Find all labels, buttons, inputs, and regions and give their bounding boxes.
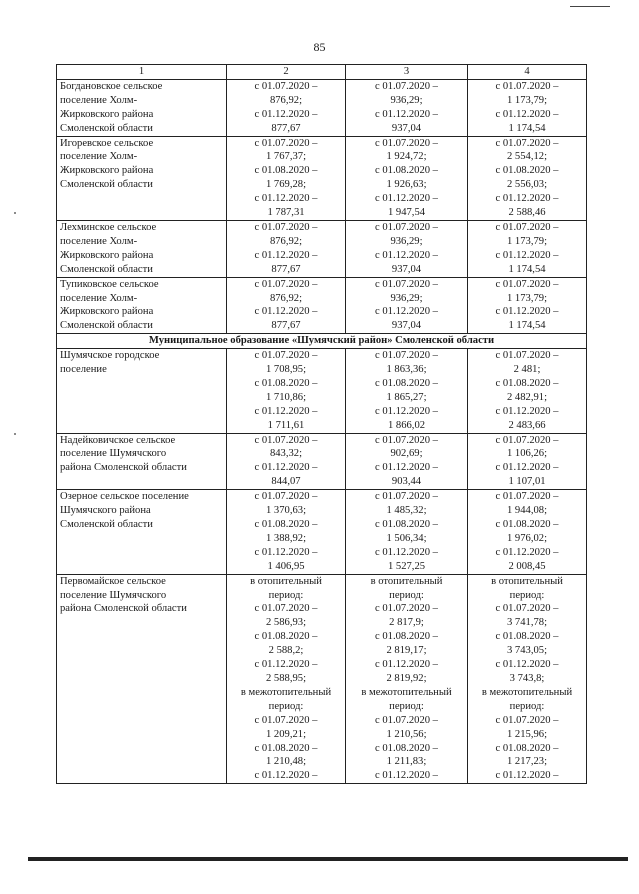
cell-line: 1 217,23; (506, 756, 548, 768)
tariff-cell-col2 (227, 490, 346, 574)
cell-line: 1 926,63; (386, 179, 427, 191)
cell-line: 2 588,46 (508, 207, 546, 219)
cell-line: 1 388,92; (265, 532, 307, 544)
tariff-cell-col3 (346, 349, 468, 433)
cell-line: 2 588,95; (265, 672, 307, 684)
cell-line: поселение (60, 364, 107, 376)
cell-line: Надейковичское сельское (60, 434, 176, 446)
cell-line: с 01.07.2020 – (375, 350, 438, 362)
section-row (57, 334, 587, 349)
cell-line: с 01.07.2020 – (495, 434, 559, 446)
cell-line: 844,07 (271, 476, 301, 488)
cell-line: 2 588,2; (268, 645, 304, 657)
cell-line: с 01.12.2020 – (495, 405, 559, 417)
cell-line: 903,44 (391, 476, 422, 488)
cell-line: 902,69; (390, 448, 423, 460)
cell-line: 1 370,63; (265, 505, 307, 517)
settlement-name-cell (57, 277, 227, 334)
tariff-cell-col4 (468, 433, 587, 490)
cell-line: 1 976,02; (506, 532, 548, 544)
cell-line: поселение Холм- (60, 151, 138, 163)
cell-line: Смоленской области (60, 122, 153, 134)
cell-line: 2 819,17; (386, 645, 427, 657)
cell-line: в межотопительный (361, 686, 452, 698)
cell-line: 1 769,28; (265, 179, 307, 191)
header-row (57, 65, 587, 80)
top-edge-line (570, 6, 610, 7)
table-row (57, 220, 587, 277)
cell-line: 2 554,12; (506, 151, 548, 163)
tariff-cell-col2 (227, 349, 346, 433)
cell-line: с 01.07.2020 – (495, 491, 559, 503)
cell-line: с 01.07.2020 – (254, 137, 318, 149)
cell-line: с 01.08.2020 – (375, 742, 438, 754)
cell-line: с 01.08.2020 – (254, 631, 318, 643)
cell-line: 1 787,31 (267, 207, 305, 219)
cell-line: 1 215,96; (506, 728, 548, 740)
cell-line: 877,67 (271, 122, 301, 134)
cell-line: с 01.07.2020 – (375, 603, 438, 615)
cell-line: с 01.12.2020 – (375, 405, 438, 417)
cell-line: 3 743,8; (509, 672, 545, 684)
cell-line: 1 173,79; (506, 292, 548, 304)
tariff-cell-col3 (346, 490, 468, 574)
bottom-border-bar (28, 857, 628, 861)
settlement-name-cell (57, 349, 227, 433)
cell-line: 1 711,61 (267, 419, 305, 431)
cell-line: 1 947,54 (387, 207, 426, 219)
cell-line: района Смоленской области (60, 603, 187, 615)
settlement-name-cell (57, 79, 227, 136)
cell-line: поселение Шумячского (60, 448, 167, 460)
table-row (57, 277, 587, 334)
tariff-cell-col3 (346, 277, 468, 334)
cell-line: 2 556,03; (506, 179, 548, 191)
cell-line: с 01.12.2020 – (375, 306, 438, 318)
tariff-cell-col2 (227, 574, 346, 784)
cell-line: 877,67 (271, 263, 301, 275)
cell-line: с 01.08.2020 – (495, 377, 559, 389)
cell-line: 876,92; (269, 235, 303, 247)
cell-line: Лехминское сельское (60, 221, 157, 233)
cell-line: 1 710,86; (265, 391, 307, 403)
cell-line: с 01.07.2020 – (375, 278, 438, 290)
cell-line: с 01.07.2020 – (495, 350, 559, 362)
cell-line: 2 481; (513, 364, 541, 376)
tariff-cell-col4 (468, 574, 587, 784)
cell-line: с 01.07.2020 – (375, 714, 438, 726)
cell-line: с 01.08.2020 – (375, 631, 438, 643)
cell-line: 1 174,54 (508, 320, 546, 332)
cell-line: с 01.12.2020 – (375, 462, 438, 474)
cell-line: период: (509, 589, 545, 601)
cell-line: в межотопительный (240, 686, 332, 698)
cell-line: 1 210,48; (265, 756, 307, 768)
cell-line: 3 741,78; (506, 617, 548, 629)
cell-line: 1 406,95 (267, 560, 305, 572)
cell-line: 1 173,79; (506, 235, 548, 247)
cell-line: с 01.07.2020 – (495, 603, 559, 615)
cell-line: 1 485,32; (386, 505, 427, 517)
cell-line: 1 106,26; (506, 448, 548, 460)
cell-line: с 01.07.2020 – (375, 491, 438, 503)
column-header-4: 4 (468, 65, 587, 80)
cell-line: 843,32; (269, 448, 303, 460)
cell-line: с 01.07.2020 – (375, 434, 438, 446)
cell-line: с 01.12.2020 – (254, 405, 318, 417)
cell-line: 2 483,66 (508, 419, 546, 431)
cell-line: с 01.07.2020 – (495, 278, 559, 290)
settlement-name-cell (57, 136, 227, 220)
cell-line: Жирковского района (60, 108, 154, 120)
settlement-name-cell (57, 490, 227, 574)
cell-line: 936,29; (390, 292, 423, 304)
cell-line: Смоленской области (60, 519, 153, 530)
cell-line: с 01.08.2020 – (495, 519, 559, 530)
cell-line: поселение Шумячского (60, 589, 167, 601)
cell-line: 2 482,91; (506, 391, 548, 403)
cell-line: с 01.08.2020 – (254, 165, 318, 177)
cell-line: 1 767,37; (265, 151, 307, 163)
scan-speck (14, 433, 16, 435)
column-header-1: 1 (57, 65, 227, 80)
cell-line: период: (509, 700, 545, 712)
cell-line: 1 866,02 (387, 419, 426, 431)
tariff-cell-col4 (468, 349, 587, 433)
tariff-cell-col3 (346, 574, 468, 784)
cell-line: Богдановское сельское (60, 80, 163, 92)
cell-line: с 01.08.2020 – (254, 377, 318, 389)
cell-line: с 01.12.2020 – (375, 546, 438, 558)
cell-line: 2 817,9; (389, 617, 424, 629)
tariff-cell-col4 (468, 277, 587, 334)
cell-line: с 01.12.2020 – (254, 306, 318, 318)
cell-line: 937,04 (391, 320, 422, 332)
table-row (57, 79, 587, 136)
cell-line: 936,29; (390, 94, 423, 106)
cell-line: в отопительный (491, 575, 563, 587)
cell-line: поселение Холм- (60, 292, 138, 304)
cell-line: поселение Холм- (60, 235, 138, 247)
cell-line: с 01.07.2020 – (254, 434, 318, 446)
cell-line: 1 211,83; (386, 756, 427, 768)
table-row (57, 349, 587, 433)
cell-line: с 01.08.2020 – (254, 519, 318, 530)
cell-line: с 01.07.2020 – (254, 714, 318, 726)
cell-line: 1 924,72; (386, 151, 427, 163)
cell-line: Жирковского района (60, 306, 154, 318)
cell-line: с 01.12.2020 – (375, 770, 438, 782)
cell-line: с 01.07.2020 – (254, 603, 318, 615)
cell-line: 1 506,34; (386, 532, 427, 544)
cell-line: с 01.07.2020 – (375, 80, 438, 92)
cell-line: 876,92; (269, 94, 303, 106)
cell-line: с 01.07.2020 – (254, 350, 318, 362)
cell-line: с 01.12.2020 – (254, 193, 318, 205)
cell-line: 877,67 (271, 320, 301, 332)
cell-line: 876,92; (269, 292, 303, 304)
cell-line: 1 174,54 (508, 263, 546, 275)
cell-line: с 01.12.2020 – (495, 770, 559, 782)
cell-line: с 01.08.2020 – (375, 377, 438, 389)
table-row (57, 136, 587, 220)
cell-line: с 01.12.2020 – (254, 462, 318, 474)
cell-line: 937,04 (391, 122, 422, 134)
cell-line: с 01.08.2020 – (495, 742, 559, 754)
scan-speck (14, 212, 16, 214)
cell-line: Смоленской области (60, 320, 153, 332)
cell-line: с 01.12.2020 – (375, 108, 438, 120)
cell-line: с 01.12.2020 – (375, 249, 438, 261)
tariff-cell-col4 (468, 490, 587, 574)
cell-line: 1 174,54 (508, 122, 546, 134)
tariff-cell-col3 (346, 79, 468, 136)
cell-line: Смоленской области (60, 179, 153, 191)
tariff-cell-col4 (468, 136, 587, 220)
tariff-cell-col2 (227, 220, 346, 277)
cell-line: 2 008,45 (508, 560, 546, 572)
cell-line: с 01.07.2020 – (254, 80, 318, 92)
cell-line: с 01.07.2020 – (375, 221, 438, 233)
cell-line: в отопительный (250, 575, 322, 587)
cell-line: с 01.07.2020 – (254, 221, 318, 233)
page-number: 85 (313, 40, 326, 54)
cell-line: 1 863,36; (386, 364, 427, 376)
cell-line: с 01.08.2020 – (495, 631, 559, 643)
cell-line: Жирковского района (60, 165, 154, 177)
section-title: Муниципальное образование «Шумячский район» Смоленской области (57, 334, 587, 349)
settlement-name-cell (57, 574, 227, 784)
cell-line: 1 173,79; (506, 94, 548, 106)
tariff-table (56, 64, 587, 784)
cell-line: период: (268, 700, 304, 712)
cell-line: с 01.12.2020 – (254, 770, 318, 782)
cell-line: района Смоленской области (60, 462, 187, 474)
table-body (57, 65, 587, 784)
cell-line: поселение Холм- (60, 94, 138, 106)
cell-line: с 01.12.2020 – (495, 249, 559, 261)
cell-line: 2 586,93; (265, 617, 307, 629)
cell-line: с 01.07.2020 – (254, 278, 318, 290)
tariff-cell-col2 (227, 433, 346, 490)
cell-line: Шумячского района (60, 505, 151, 517)
cell-line: с 01.07.2020 – (495, 221, 559, 233)
cell-line: с 01.07.2020 – (495, 137, 559, 149)
table-row (57, 574, 587, 784)
cell-line: 1 107,01 (508, 476, 546, 488)
cell-line: 937,04 (391, 263, 422, 275)
tariff-cell-col3 (346, 433, 468, 490)
tariff-cell-col2 (227, 79, 346, 136)
cell-line: Первомайское сельское (60, 575, 166, 587)
cell-line: 1 944,08; (506, 505, 548, 517)
cell-line: с 01.12.2020 – (495, 659, 559, 671)
cell-line: с 01.12.2020 – (375, 193, 438, 205)
cell-line: в отопительный (370, 575, 443, 587)
tariff-cell-col4 (468, 79, 587, 136)
cell-line: с 01.12.2020 – (495, 546, 559, 558)
cell-line: Шумячское городское (60, 350, 160, 362)
table-row (57, 490, 587, 574)
cell-line: с 01.12.2020 – (254, 108, 318, 120)
cell-line: с 01.08.2020 – (375, 165, 438, 177)
cell-line: период: (389, 700, 424, 712)
cell-line: с 01.07.2020 – (254, 491, 318, 503)
cell-line: Озерное сельское поселение (60, 491, 189, 503)
cell-line: 2 819,92; (386, 672, 427, 684)
cell-line: с 01.12.2020 – (254, 249, 318, 261)
cell-line: 936,29; (390, 235, 423, 247)
cell-line: с 01.08.2020 – (495, 165, 559, 177)
tariff-cell-col4 (468, 220, 587, 277)
cell-line: с 01.12.2020 – (254, 546, 318, 558)
cell-line: Игоревское сельское (60, 137, 154, 149)
cell-line: 1 210,56; (386, 728, 427, 740)
cell-line: в межотопительный (481, 686, 573, 698)
cell-line: Тупиковское сельское (60, 278, 159, 290)
tariff-cell-col3 (346, 220, 468, 277)
cell-line: 1 527,25 (387, 560, 426, 572)
cell-line: с 01.12.2020 – (375, 659, 438, 671)
table-row (57, 433, 587, 490)
settlement-name-cell (57, 433, 227, 490)
cell-line: с 01.07.2020 – (375, 137, 438, 149)
tariff-cell-col3 (346, 136, 468, 220)
settlement-name-cell (57, 220, 227, 277)
cell-line: 1 865,27; (386, 391, 427, 403)
cell-line: с 01.07.2020 – (495, 80, 559, 92)
cell-line: Жирковского района (60, 249, 154, 261)
column-header-2: 2 (227, 65, 346, 80)
cell-line: с 01.08.2020 – (254, 742, 318, 754)
cell-line: с 01.12.2020 – (495, 108, 559, 120)
cell-line: период: (268, 589, 304, 601)
cell-line: с 01.12.2020 – (495, 193, 559, 205)
cell-line: 1 708,95; (265, 364, 307, 376)
column-header-3: 3 (346, 65, 468, 80)
cell-line: с 01.07.2020 – (495, 714, 559, 726)
tariff-cell-col2 (227, 136, 346, 220)
cell-line: с 01.12.2020 – (495, 306, 559, 318)
cell-line: период: (389, 589, 424, 601)
tariff-cell-col2 (227, 277, 346, 334)
cell-line: Смоленской области (60, 263, 153, 275)
cell-line: с 01.12.2020 – (495, 462, 559, 474)
cell-line: 1 209,21; (265, 728, 307, 740)
cell-line: 3 743,05; (506, 645, 548, 657)
cell-line: с 01.08.2020 – (375, 519, 438, 530)
cell-line: с 01.12.2020 – (254, 659, 318, 671)
